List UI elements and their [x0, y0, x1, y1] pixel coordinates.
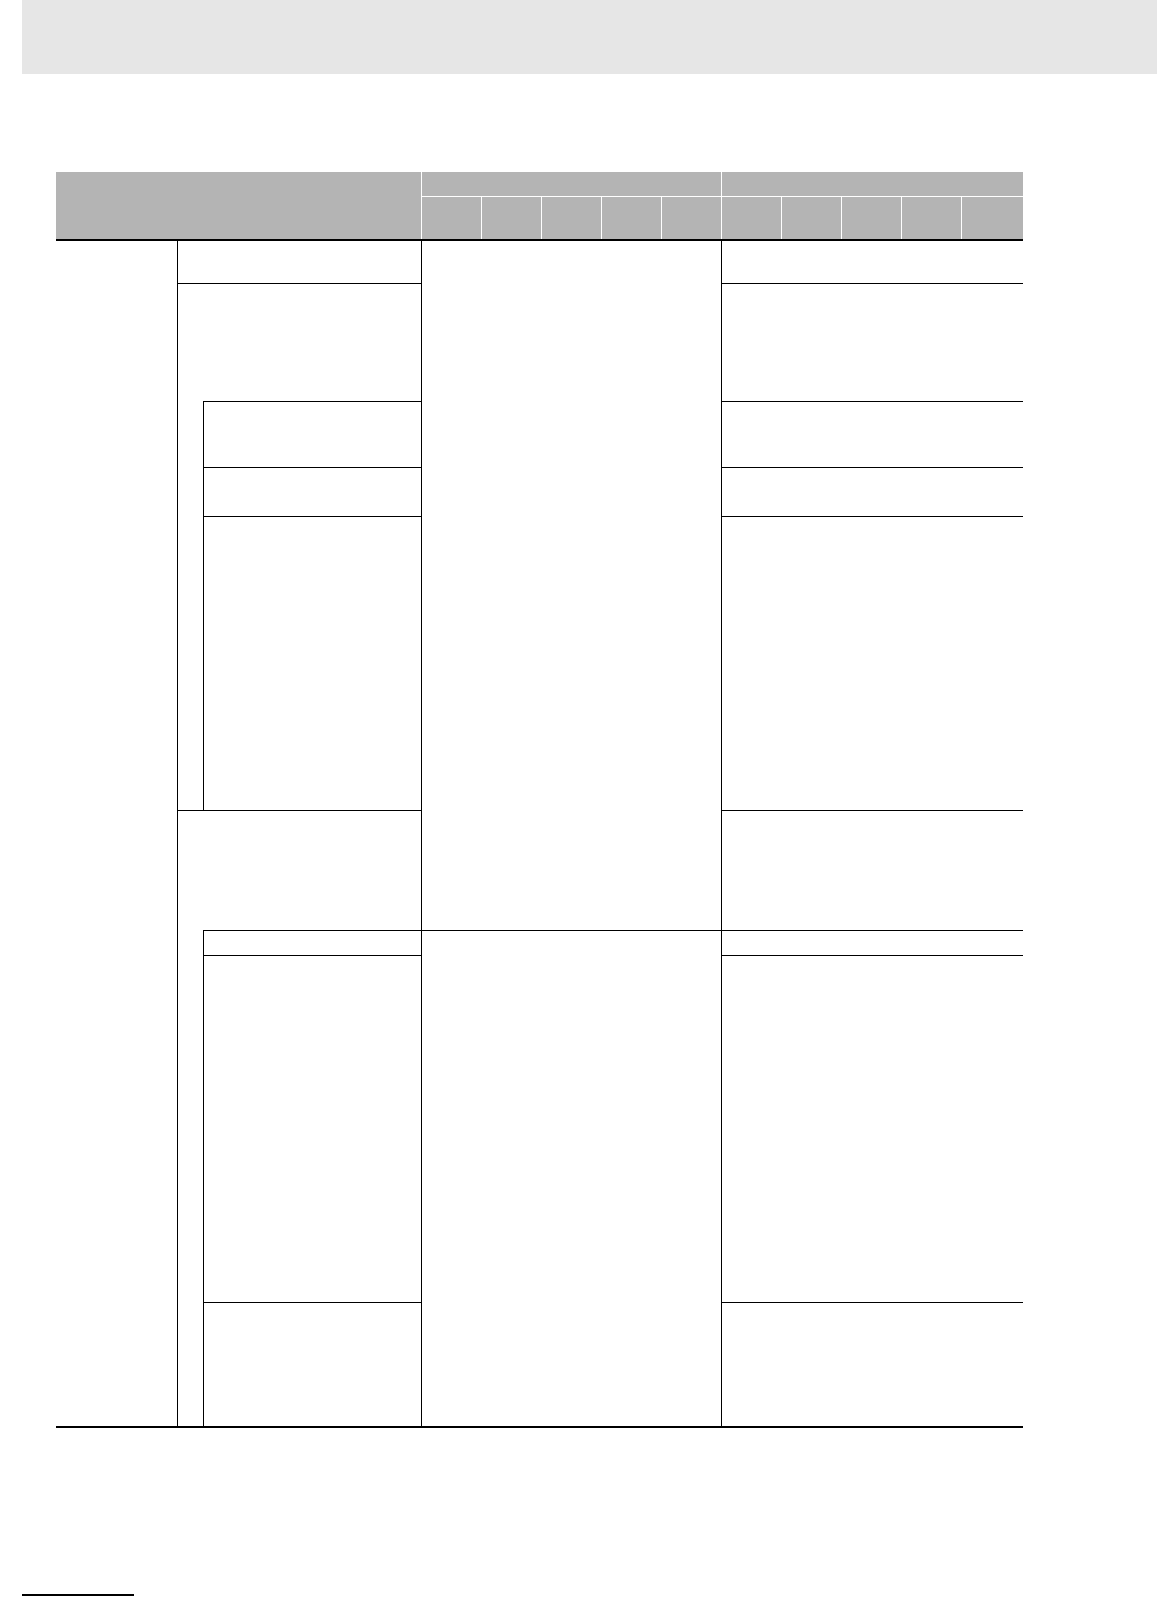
table-header-group-a — [421, 172, 721, 240]
table-header-row-label — [56, 172, 421, 240]
body-col-rule-2a — [203, 401, 204, 810]
body-col-rule-4 — [721, 241, 722, 1427]
table-bottom-rule — [56, 1426, 1023, 1428]
table-header-group-b — [721, 172, 1023, 240]
header-bottom-rule — [56, 239, 1023, 241]
body-col-rule-3 — [421, 241, 422, 1427]
body-col-rule-2b — [203, 930, 204, 1427]
footer-rule — [22, 1594, 134, 1596]
page-header-band — [22, 0, 1157, 74]
body-col-rule-1 — [177, 241, 178, 1427]
